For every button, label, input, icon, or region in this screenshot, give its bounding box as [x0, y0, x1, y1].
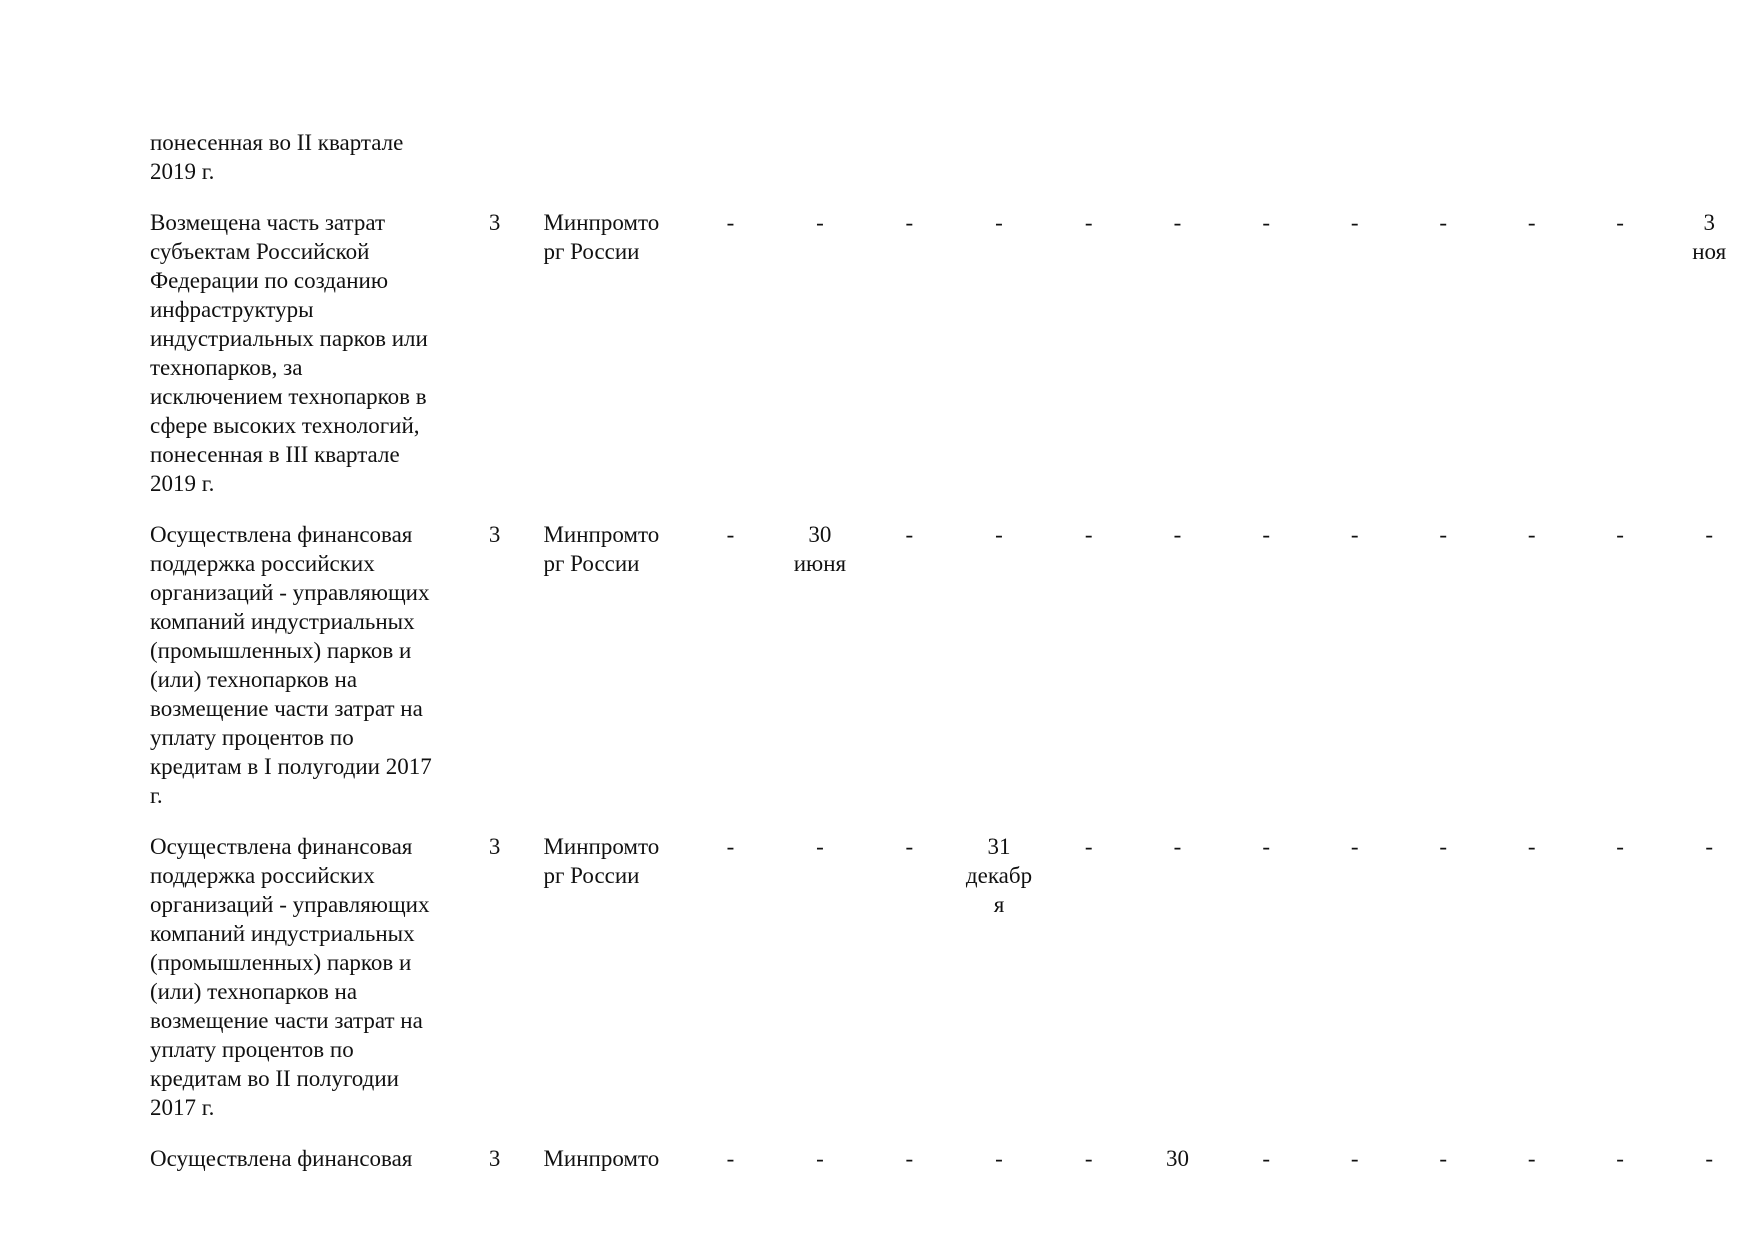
responsible-executor: Минпромто рг России [543, 834, 660, 888]
control-point-cell: - [1084, 522, 1093, 547]
row-spacer [150, 1122, 1754, 1144]
responsible-executor: Минпромто рг России [543, 210, 660, 264]
control-point-cell: - [726, 1146, 735, 1171]
control-point-cell: - [816, 210, 824, 235]
event-description: Осуществлена финансовая [150, 1146, 413, 1171]
schedule-table [150, 128, 1754, 1173]
table-row [150, 1144, 1754, 1173]
control-point-cell: - [1173, 834, 1182, 859]
control-point-cell [1576, 128, 1664, 186]
row-number: 3 [488, 210, 501, 235]
control-point-cell [1487, 128, 1575, 186]
table-row [150, 832, 1754, 1122]
row-spacer-cell [150, 1122, 1754, 1144]
control-point-cell [865, 128, 953, 186]
control-point-cell: - [1084, 210, 1093, 235]
control-point-cell: - [1705, 834, 1714, 859]
row-number: 3 [488, 1146, 501, 1171]
row-number [462, 128, 528, 186]
control-point-cell: 3 ноя [1692, 210, 1727, 264]
control-point-cell: 30 июня [793, 522, 847, 576]
control-point-cell: - [1705, 522, 1714, 547]
control-point-cell: - [1439, 834, 1448, 859]
control-point-cell [1311, 128, 1399, 186]
control-point-cell: - [1262, 834, 1271, 859]
table-row [150, 520, 1754, 810]
control-point-cell: - [1439, 522, 1448, 547]
control-point-cell [1399, 128, 1487, 186]
control-point-cell: - [905, 834, 914, 859]
control-point-cell: - [1084, 834, 1093, 859]
control-point-cell: - [1350, 834, 1359, 859]
control-point-cell: - [995, 210, 1003, 235]
row-number: 3 [488, 834, 501, 859]
control-point-cell: - [1527, 834, 1536, 859]
control-point-cell: - [1262, 1146, 1271, 1171]
control-point-cell [686, 128, 774, 186]
control-point-cell: 30 [1165, 1146, 1189, 1171]
control-point-cell: - [1350, 210, 1359, 235]
row-spacer [150, 498, 1754, 520]
control-point-cell: 31 декабр я [965, 834, 1033, 917]
control-point-cell: - [1439, 210, 1448, 235]
control-point-cell: - [1616, 210, 1624, 235]
responsible-executor [527, 128, 686, 186]
responsible-executor: Минпромто рг России [543, 522, 660, 576]
row-spacer-cell [150, 498, 1754, 520]
control-point-cell [1133, 128, 1222, 186]
control-point-cell [1044, 128, 1132, 186]
control-point-cell: - [1084, 1146, 1093, 1171]
control-point-cell: - [1527, 1146, 1536, 1171]
control-point-cell: - [726, 522, 735, 547]
row-spacer [150, 186, 1754, 208]
control-point-cell [954, 128, 1045, 186]
row-spacer-cell [150, 810, 1754, 832]
control-point-cell: - [1173, 522, 1182, 547]
control-point-cell: - [726, 210, 735, 235]
control-point-cell: - [816, 1146, 824, 1171]
table-row [150, 208, 1754, 498]
responsible-executor: Минпромто [543, 1146, 660, 1171]
event-description: понесенная во II квартале 2019 г. [150, 130, 404, 184]
control-point-cell: - [1616, 1146, 1624, 1171]
control-point-cell: - [816, 834, 824, 859]
control-point-cell: - [1616, 522, 1624, 547]
control-point-cell: - [1705, 1146, 1714, 1171]
control-point-cell: - [1527, 210, 1536, 235]
control-point-cell: - [905, 210, 914, 235]
row-spacer-cell [150, 186, 1754, 208]
row-number: 3 [488, 522, 501, 547]
control-point-cell: - [1350, 522, 1359, 547]
row-spacer [150, 810, 1754, 832]
control-point-cell: - [1527, 522, 1536, 547]
control-point-cell [1664, 128, 1754, 186]
table-row [150, 128, 1754, 186]
event-description: Осуществлена финансовая поддержка российских организаций - управляющих компаний индустриальных (промышленных) парков и (или) технопарков на возмещение части затрат на уплату процентов по кредитам во II полугодии 2017 г. [150, 834, 430, 1120]
event-description: Осуществлена финансовая поддержка российских организаций - управляющих компаний индустриальных (промышленных) парков и (или) технопарков на возмещение части затрат на уплату процентов по кредитам в I полугодии 2017 г. [150, 522, 432, 808]
schedule-table-body [150, 128, 1754, 1173]
control-point-cell: - [995, 1146, 1003, 1171]
control-point-cell [1222, 128, 1310, 186]
control-point-cell: - [1439, 1146, 1448, 1171]
event-description: Возмещена часть затрат субъектам Российской Федерации по созданию инфраструктуры индустриальных парков или технопарков, за исключением технопарков в сфере высоких технологий, понесенная в III квартале 2019 г. [150, 210, 428, 496]
control-point-cell: - [905, 522, 914, 547]
control-point-cell: - [726, 834, 735, 859]
control-point-cell: - [1262, 522, 1271, 547]
control-point-cell: - [1616, 834, 1624, 859]
control-point-cell: - [995, 522, 1003, 547]
control-point-cell: - [905, 1146, 914, 1171]
control-point-cell: - [1262, 210, 1271, 235]
control-point-cell: - [1173, 210, 1182, 235]
control-point-cell: - [1350, 1146, 1359, 1171]
control-point-cell [775, 128, 865, 186]
